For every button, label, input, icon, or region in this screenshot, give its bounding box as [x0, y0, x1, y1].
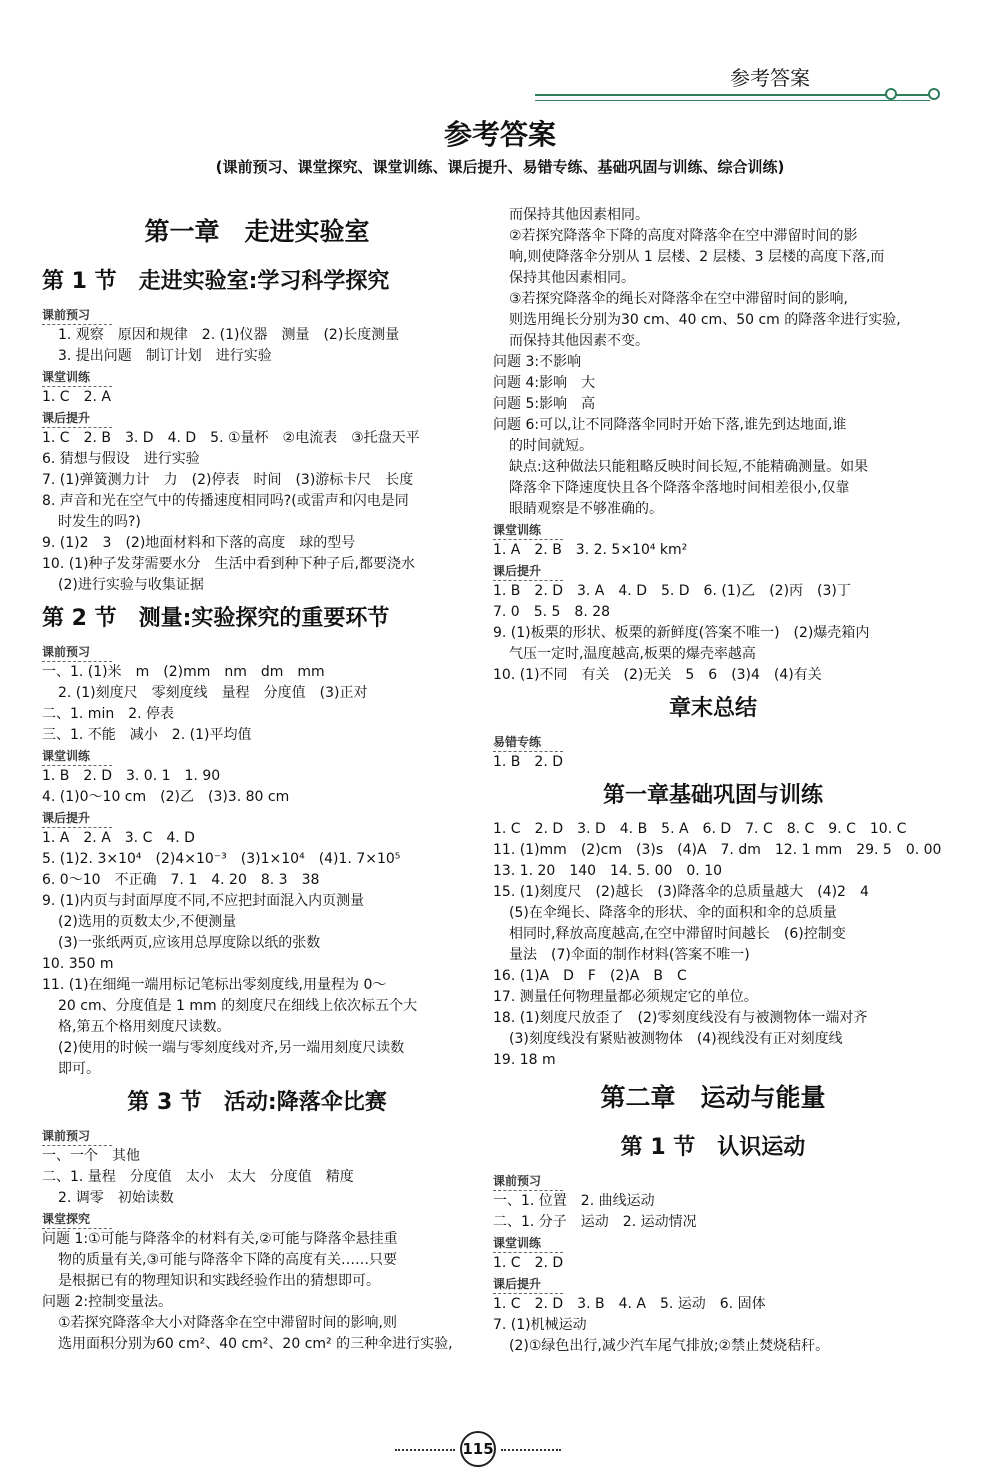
answer-line: 格,第五个格用刻度尺读数。 [58, 1019, 231, 1035]
answer-line: 量法 (7)伞面的制作材料(答案不唯一) [509, 947, 750, 963]
answer-line: 10. 350 m [42, 956, 114, 972]
answer-line: 10. (1)不同 有关 (2)无关 5 6 (3)4 (4)有关 [493, 667, 822, 683]
answer-line: 物的质量有关,③可能与降落伞下降的高度有关……只要 [58, 1252, 397, 1268]
answer-line: 3. 提出问题 制订计划 进行实验 [58, 348, 272, 364]
answer-line: 7. (1)弹簧测力计 力 (2)停表 时间 (3)游标卡尺 长度 [42, 472, 414, 488]
subsection-tag: 易错专练 [493, 734, 563, 752]
left-column [42, 205, 472, 1355]
answer-line: 2. 调零 初始读数 [58, 1190, 174, 1206]
answer-line: 三、1. 不能 减小 2. (1)平均值 [42, 727, 252, 743]
page-title: 参考答案 [443, 118, 556, 151]
header-rule-dot [928, 88, 940, 100]
answer-line: 17. 测量任何物理量都必须规定它的单位。 [493, 989, 758, 1005]
answer-line: 相同时,释放高度越高,在空中滞留时间越长 (6)控制变 [509, 926, 846, 942]
answer-line: ③若探究降落伞的绳长对降落伞在空中滞留时间的影响, [509, 291, 848, 307]
answer-line: 1. A 2. A 3. C 4. D [42, 830, 195, 846]
subsection-tag: 课堂训练 [42, 369, 112, 387]
answer-line: ②若探究降落伞下降的高度对降落伞在空中滞留时间的影 [509, 228, 858, 244]
answer-line: 11. (1)在细绳一端用标记笔标出零刻度线,用量程为 0～ [42, 977, 387, 993]
section-heading: 第一章基础巩固与训练 [602, 783, 823, 808]
answer-line: 1. C 2. D 3. B 4. A 5. 运动 6. 固体 [493, 1296, 766, 1312]
answer-line: 一、1. (1)米 m (2)mm nm dm mm [42, 664, 325, 680]
answer-line: 1. A 2. B 3. 2. 5×10⁴ km² [493, 542, 688, 558]
subsection-tag: 课堂探究 [42, 1211, 112, 1229]
answer-line: 1. C 2. A [42, 389, 111, 405]
answer-line: (2)使用的时候一端与零刻度线对齐,另一端用刻度尺读数 [58, 1040, 405, 1056]
answer-line: 7. 0 5. 5 8. 28 [493, 604, 611, 620]
subsection-tag: 课前预习 [42, 307, 112, 325]
subsection-tag: 课堂训练 [42, 748, 112, 766]
answer-line: 5. (1)2. 3×10⁴ (2)4×10⁻³ (3)1×10⁴ (4)1. 7×10⁵ [42, 851, 401, 867]
answer-line: 20 cm、分度值是 1 mm 的刻度尺在细线上依次标五个大 [58, 998, 418, 1014]
answer-line: 选用面积分别为60 cm²、40 cm²、20 cm² 的三种伞进行实验, [58, 1336, 453, 1352]
answer-line: 1. B 2. D 3. A 4. D 5. D 6. (1)乙 (2)丙 (3)丁 [493, 583, 851, 599]
answer-line: 9. (1)板栗的形状、板栗的新鲜度(答案不唯一) (2)爆壳箱内 [493, 625, 870, 641]
answer-line: 11. (1)mm (2)cm (3)s (4)A 7. dm 12. 1 mm 29. 5 0. 00 [493, 842, 942, 858]
answer-line: 一、一个 其他 [42, 1148, 140, 1164]
answer-line: 15. (1)刻度尺 (2)越长 (3)降落伞的总质量越大 (4)2 4 [493, 884, 869, 900]
section-heading: 第 1 节 认识运动 [620, 1135, 806, 1160]
chapter-heading: 第一章 走进实验室 [144, 217, 370, 246]
answer-line: 18. (1)刻度尺放歪了 (2)零刻度线没有与被测物体一端对齐 [493, 1010, 868, 1026]
answer-line: 19. 18 m [493, 1052, 556, 1068]
answer-line: 问题 1:①可能与降落伞的材料有关,②可能与降落伞悬挂重 [42, 1231, 398, 1247]
answer-line: (3)一张纸两页,应该用总厚度除以纸的张数 [58, 935, 321, 951]
subsection-tag: 课后提升 [493, 1276, 563, 1294]
chapter-heading: 第二章 运动与能量 [600, 1083, 826, 1112]
right-column [493, 205, 942, 1357]
answer-line: 降落伞下降速度快且各个降落伞落地时间相差很小,仅靠 [509, 480, 850, 496]
answer-line: 二、1. 量程 分度值 太小 太大 分度值 精度 [42, 1169, 354, 1185]
answer-line: 10. (1)种子发芽需要水分 生活中看到种下种子后,都要浇水 [42, 556, 415, 572]
answer-line: (5)在伞绳长、降落伞的形状、伞的面积和伞的总质量 [509, 905, 837, 921]
answer-line: 1. B 2. D 3. 0. 1 1. 90 [42, 768, 221, 784]
section-heading: 第 1 节 走进实验室:学习科学探究 [42, 269, 390, 294]
answer-line: (2)选用的页数太少,不便测量 [58, 914, 237, 930]
answer-line: 问题 2:控制变量法。 [42, 1294, 173, 1310]
answer-line: ①若探究降落伞大小对降落伞在空中滞留时间的影响,则 [58, 1315, 397, 1331]
answer-line: 保持其他因素相同。 [509, 270, 635, 286]
section-heading: 章末总结 [668, 696, 757, 721]
answer-line: 16. (1)A D F (2)A B C [493, 968, 687, 984]
answer-line: 2. (1)刻度尺 零刻度线 量程 分度值 (3)正对 [58, 685, 368, 701]
answer-line: 时发生的吗?) [58, 514, 141, 530]
section-heading: 第 3 节 活动:降落伞比赛 [127, 1090, 387, 1115]
footer-dots-left [395, 1449, 455, 1451]
answer-line: 眼睛观察是不够准确的。 [509, 501, 663, 517]
answer-line: 6. 猜想与假设 进行实验 [42, 451, 200, 467]
answer-line: 二、1. 分子 运动 2. 运动情况 [493, 1214, 697, 1230]
subsection-tag: 课后提升 [42, 810, 112, 828]
page-subtitle: (课前预习、课堂探究、课堂训练、课后提升、易错专练、基础巩固与训练、综合训练) [215, 158, 785, 176]
answer-line: 6. 0～10 不正确 7. 1 4. 20 8. 3 38 [42, 872, 320, 888]
answer-line: 问题 5:影响 高 [493, 396, 596, 412]
answer-line: 响,则使降落伞分别从 1 层楼、2 层楼、3 层楼的高度下落,而 [509, 249, 885, 265]
answer-line: (2)进行实验与收集证据 [58, 577, 204, 593]
answer-line: 而保持其他因素不变。 [509, 333, 649, 349]
answer-line: 1. C 2. B 3. D 4. D 5. ①量杯 ②电流表 ③托盘天平 [42, 430, 420, 446]
subsection-tag: 课堂训练 [493, 1235, 563, 1253]
subsection-tag: 课后提升 [493, 563, 563, 581]
answer-line: 9. (1)2 3 (2)地面材料和下落的高度 球的型号 [42, 535, 356, 551]
answer-line: 1. 观察 原因和规律 2. (1)仪器 测量 (2)长度测量 [58, 327, 400, 343]
subsection-tag: 课前预习 [42, 1128, 112, 1146]
answer-line: 是根据已有的物理知识和实践经验作出的猜想即可。 [58, 1273, 380, 1289]
subsection-tag: 课前预习 [42, 644, 112, 662]
answer-line: 二、1. min 2. 停表 [42, 706, 175, 722]
answer-line: 8. 声音和光在空气中的传播速度相同吗?(或雷声和闪电是同 [42, 493, 409, 509]
answer-line: 问题 3:不影响 [493, 354, 582, 370]
header-rule [535, 94, 930, 101]
answer-line: 问题 6:可以,让不同降落伞同时开始下落,谁先到达地面,谁 [493, 417, 847, 433]
answer-line: (2)①绿色出行,减少汽车尾气排放;②禁止焚烧秸秆。 [509, 1338, 830, 1354]
page-number: 115 [460, 1431, 496, 1467]
answer-line: 缺点:这种做法只能粗略反映时间长短,不能精确测量。如果 [509, 459, 869, 475]
answer-line: 一、1. 位置 2. 曲线运动 [493, 1193, 655, 1209]
answer-line: (3)刻度线没有紧贴被测物体 (4)视线没有正对刻度线 [509, 1031, 843, 1047]
answer-line: 4. (1)0～10 cm (2)乙 (3)3. 80 cm [42, 789, 290, 805]
answer-line: 则选用绳长分别为30 cm、40 cm、50 cm 的降落伞进行实验, [509, 312, 901, 328]
answer-line: 而保持其他因素相同。 [509, 207, 649, 223]
subsection-tag: 课前预习 [493, 1173, 563, 1191]
answer-line: 的时间就短。 [509, 438, 593, 454]
header-rule-dot [885, 88, 897, 100]
answer-line: 即可。 [58, 1061, 100, 1077]
footer-dots-right [501, 1449, 561, 1451]
answer-line: 问题 4:影响 大 [493, 375, 596, 391]
answer-line: 7. (1)机械运动 [493, 1317, 587, 1333]
answer-line: 气压一定时,温度越高,板栗的爆壳率越高 [509, 646, 756, 662]
section-heading: 第 2 节 测量:实验探究的重要环节 [42, 606, 390, 631]
header-label: 参考答案 [730, 66, 810, 90]
answer-line: 1. C 2. D [493, 1255, 564, 1271]
answer-line: 1. B 2. D [493, 754, 563, 770]
answer-line: 1. C 2. D 3. D 4. B 5. A 6. D 7. C 8. C 9. C 10. C [493, 821, 907, 837]
subsection-tag: 课后提升 [42, 410, 112, 428]
answer-line: 13. 1. 20 140 14. 5. 00 0. 10 [493, 863, 723, 879]
answer-line: 9. (1)内页与封面厚度不同,不应把封面混入内页测量 [42, 893, 365, 909]
subsection-tag: 课堂训练 [493, 522, 563, 540]
